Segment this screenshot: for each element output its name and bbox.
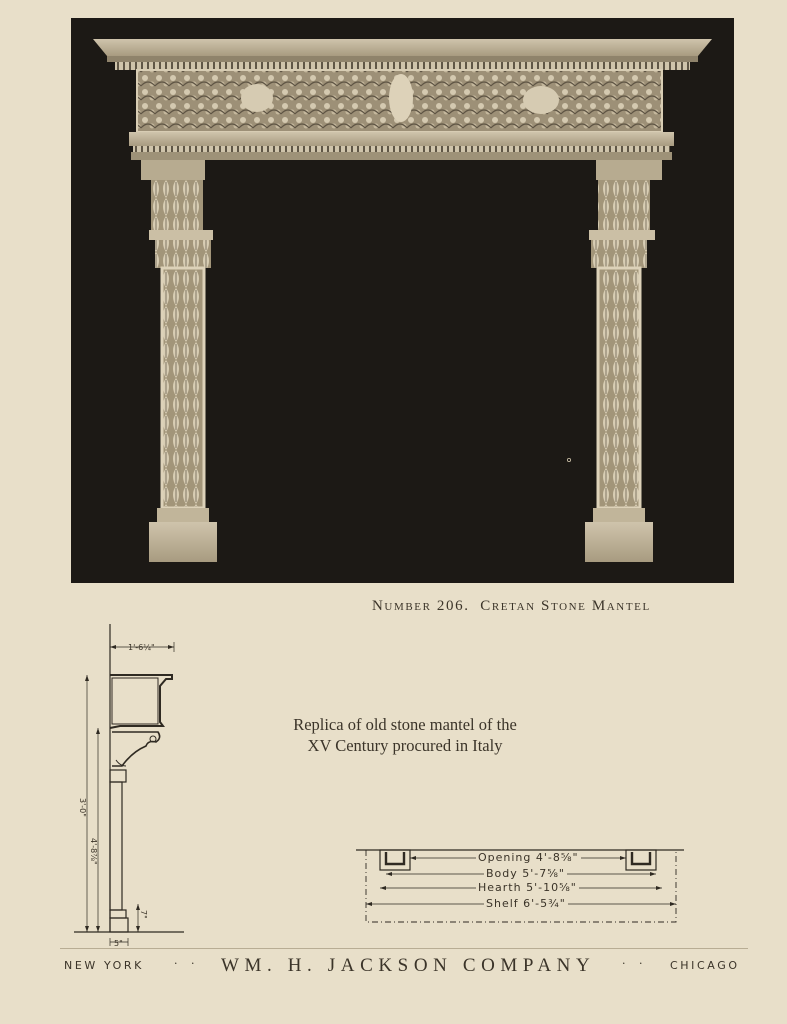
footer xyxy=(0,955,787,979)
base-height-label: 7" xyxy=(139,910,148,919)
mantel-description xyxy=(240,714,570,756)
description-line-2: XV Century procured in Italy xyxy=(307,736,503,755)
overall-height-label: 4'-8⅞" xyxy=(89,838,98,865)
opening-height-label: 3'-0" xyxy=(78,798,87,817)
body-dimension: Body 5'-7⅝" xyxy=(486,867,565,880)
opening-dimension: Opening 4'-8⅝" xyxy=(478,851,579,864)
description-line-1: Replica of old stone mantel of the xyxy=(293,715,517,734)
shelf-dimension: Shelf 6'-5¾" xyxy=(486,897,566,910)
section-drawing xyxy=(60,620,210,950)
shelf-projection-label: 1'-6¼" xyxy=(128,643,155,652)
footer-rule xyxy=(60,948,748,949)
footer-dots-left: · · xyxy=(174,957,200,970)
footer-city-right: CHICAGO xyxy=(670,959,740,972)
footer-dots-right: · · xyxy=(622,957,648,970)
plan-drawing xyxy=(350,840,690,930)
footer-city-left: NEW YORK xyxy=(64,959,144,972)
hearth-dimension: Hearth 5'-10⅝" xyxy=(478,881,577,894)
foot-label: 5" xyxy=(114,939,123,948)
plate-caption xyxy=(372,598,772,615)
mantel-illustration xyxy=(71,18,734,583)
plate-title: Cretan Stone Mantel xyxy=(480,598,651,614)
plate-number: Number 206. xyxy=(372,598,470,614)
mantel-photograph xyxy=(71,18,734,583)
footer-company-name: WM. H. JACKSON COMPANY xyxy=(221,955,596,976)
